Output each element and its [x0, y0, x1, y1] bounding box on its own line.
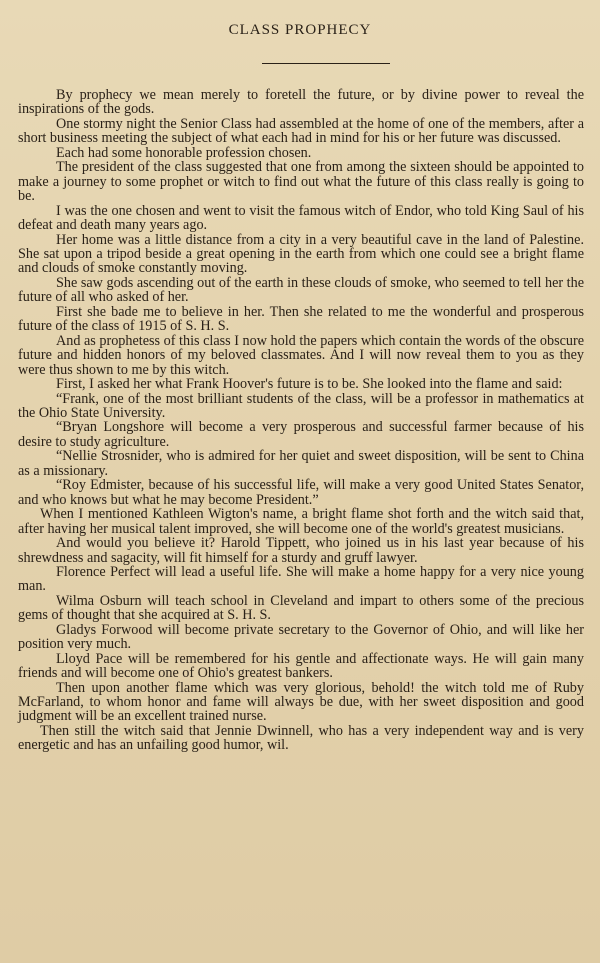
paragraph: By prophecy we mean merely to foretell the future, or by divine power to reveal the inspirations of the gods. [18, 87, 584, 118]
paragraph: Then still the witch said that Jennie Dwinnell, who has a very independent way and is very energetic and has an unfailing good humor, wil. [18, 722, 584, 754]
paragraph: Her home was a little distance from a city in a very beautiful cave in the land of Palestine. She sat upon a tripod beside a great opening in the earth from which one could see a bright flame and clouds of smoke constantly moving. [18, 231, 584, 277]
paragraph: Wilma Osburn will teach school in Cleveland and impart to others some of the precious gems of thought that she acquired at S. H. S. [18, 592, 584, 624]
paragraph: She saw gods ascending out of the earth in these clouds of smoke, who seemed to tell her the future of all who asked of her. [18, 274, 584, 306]
paragraph: Gladys Forwood will become private secretary to the Governor of Ohio, and will like her position very much. [18, 621, 584, 653]
paragraph: The president of the class suggested that one from among the sixteen should be appointed to make a journey to some prophet or witch to find out what the future of this class really is going to be. [18, 159, 584, 205]
page-title: CLASS PROPHECY [228, 22, 372, 38]
paragraph: First she bade me to believe in her. Then she related to me the wonderful and prosperous future of the class of 1915 of S. H. S. [18, 303, 584, 335]
paragraph: And would you believe it? Harold Tippett, who joined us in his last year because of his shrewdness and sagacity, will fit himself for a sturdy and gruff lawyer. [18, 535, 584, 566]
paragraph: “Bryan Longshore will become a very prosperous and successful farmer because of his desire to study agriculture. [18, 419, 584, 450]
paragraph: “Nellie Strosnider, who is admired for her quiet and sweet disposition, will be sent to China as a missionary. [18, 448, 584, 479]
paragraph: When I mentioned Kathleen Wigton's name, a bright flame shot forth and the witch said that, after having her musical talent improved, she will become one of the world's greatest musicians. [18, 506, 584, 537]
paragraph: And as prophetess of this class I now hold the papers which contain the words of the obscure future and hidden honors of my beloved classmates. And I will now reveal them to you as they were thus shown to me by this witch. [18, 332, 584, 378]
paragraph: One stormy night the Senior Class had assembled at the home of one of the members, after a short business meeting the subject of what each had in mind for his or her future was discussed. [18, 115, 584, 147]
paragraph: “Frank, one of the most brilliant students of the class, will be a professor in mathematics at the Ohio State University. [18, 390, 584, 421]
paragraph: First, I asked her what Frank Hoover's future is to be. She looked into the flame and said: [56, 376, 563, 393]
paragraph: Each had some honorable profession chosen. [56, 144, 312, 161]
paragraph: Lloyd Pace will be remembered for his gentle and affectionate ways. He will gain many friends and will become one of Ohio's greatest bankers. [18, 650, 584, 682]
title-divider [262, 63, 390, 64]
paragraph: “Roy Edmister, because of his successful life, will make a very good United States Senator, and who knows but what he may become President.” [18, 477, 584, 508]
paragraph: I was the one chosen and went to visit the famous witch of Endor, who told King Saul of his defeat and death many years ago. [18, 202, 584, 234]
document-body [18, 88, 584, 753]
paragraph: Then upon another flame which was very glorious, behold! the witch told me of Ruby McFarland, to whom honor and fame will always be due, with her sweet disposition and good judgment will be an excellent trained nurse. [18, 679, 584, 725]
paragraph: Florence Perfect will lead a useful life. She will make a home happy for a very nice young man. [18, 563, 584, 595]
